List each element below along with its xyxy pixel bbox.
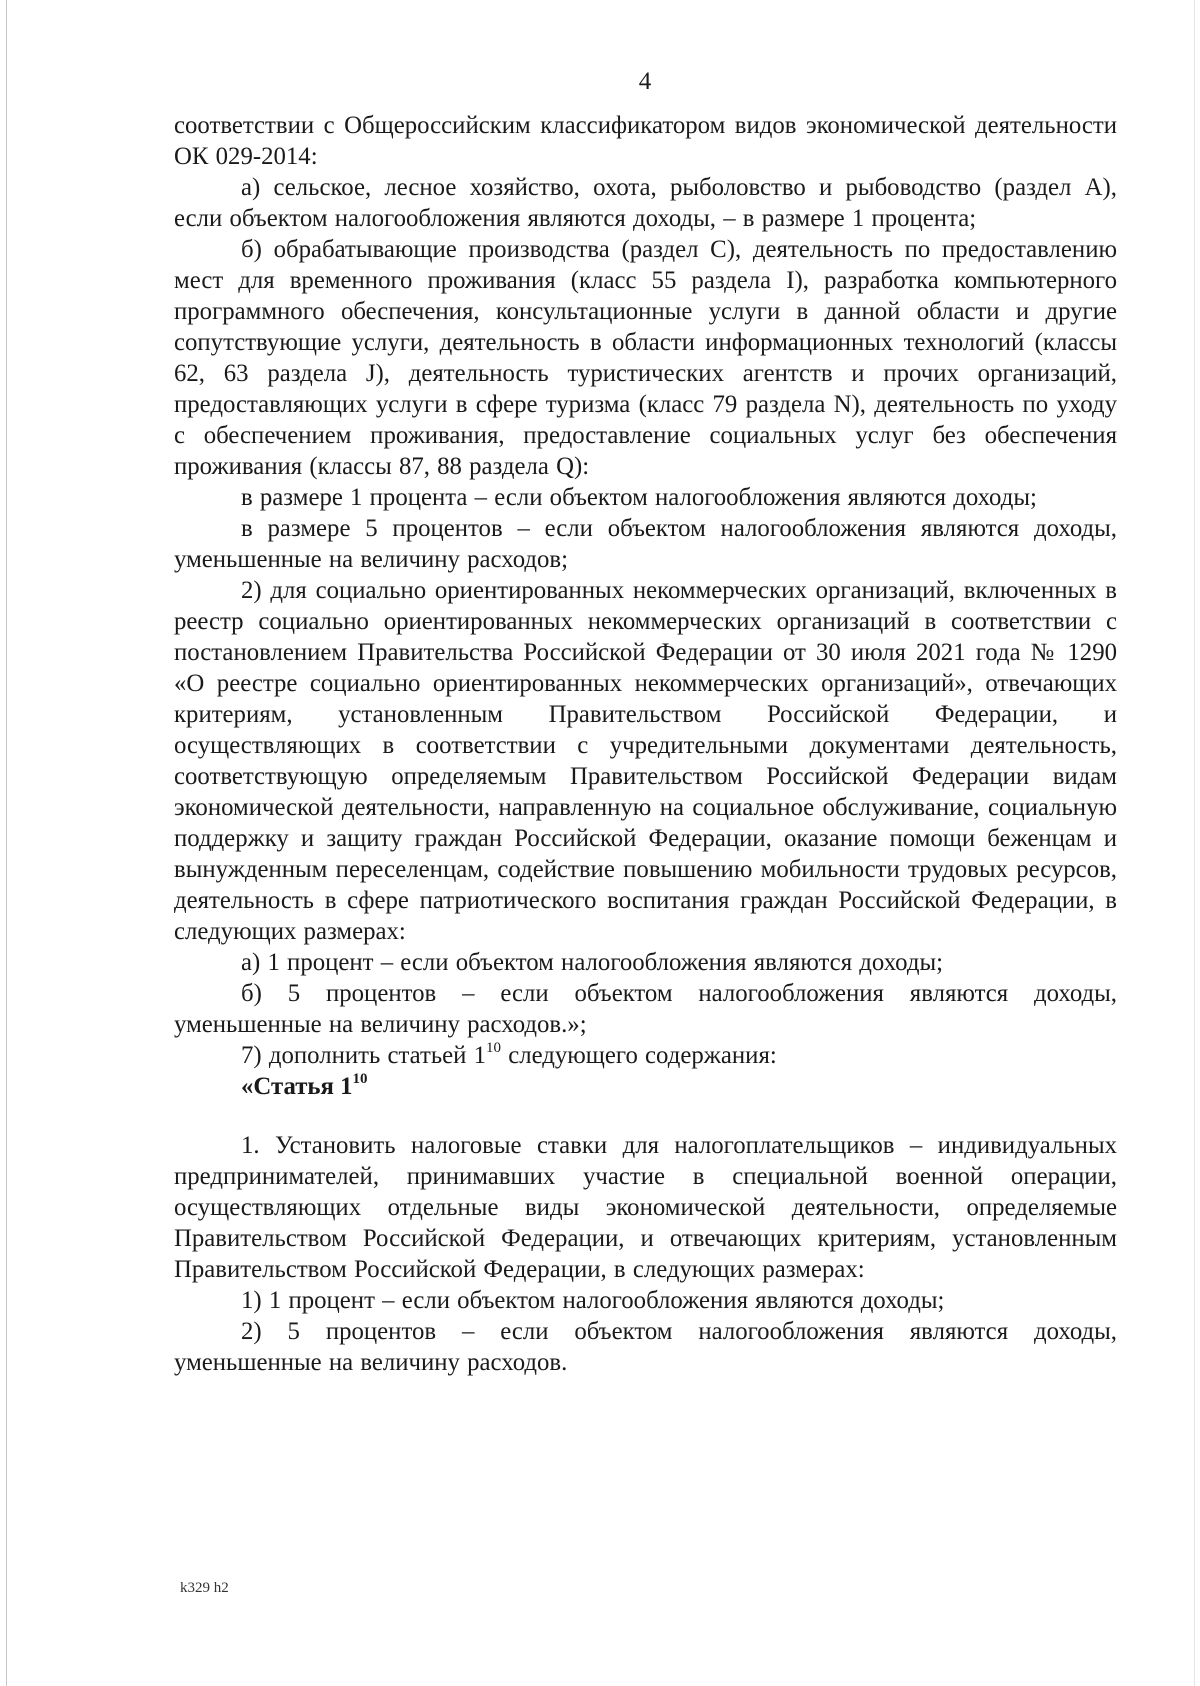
paragraph-article-point-1: 1. Установить налоговые ставки для налогоплательщиков – индивидуальных предпринимателей, принимавших участие в специальной военной операции, осуществляющих отдельные виды экономической деятельности, определяемые Правительством Российской Федерации, и отвечающих критериям, установленным Правительством Российской Федерации, в следующих размерах:: [174, 1132, 1117, 1283]
scan-right-edge: [1194, 0, 1195, 1686]
amendment-text-before: 7) дополнить статьей 1: [241, 1042, 486, 1069]
paragraph-item-a-agriculture: а) сельское, лесное хозяйство, охота, рыболовство и рыбоводство (раздел А), если объектом налогообложения являются доходы, – в размере 1 процента;: [174, 174, 1117, 232]
paragraph-rate-5-percent: в размере 5 процентов – если объектом налогообложения являются доходы, уменьшенные на величину расходов;: [174, 515, 1117, 573]
paragraph-article-rate-2: 2) 5 процентов – если объектом налогообложения являются доходы, уменьшенные на величину расходов.: [174, 1318, 1117, 1376]
amendment-text-after: следующего содержания:: [501, 1042, 777, 1069]
paragraph-item-7-amendment: [174, 1040, 1117, 1071]
paragraph-nonprofit-rate-a: а) 1 процент – если объектом налогообложения являются доходы;: [241, 949, 943, 976]
page-number: 4: [638, 68, 652, 95]
article-heading-text: «Статья 1: [241, 1073, 353, 1100]
document-body: [174, 110, 1117, 1378]
article-heading: [174, 1071, 1117, 1102]
scan-left-edge: [6, 0, 7, 1686]
paragraph-item-2-nonprofits: 2) для социально ориентированных некоммерческих организаций, включенных в реестр социально ориентированных некоммерческих организаций в соответствии с постановлением Правительства Российской Федерации от 30 июля 2021 года № 1290 «О реестре социально ориентированных некоммерческих организаций», отвечающих критериям, установленным Правительством Российской Федерации, и осуществляющих в соответствии с учредительными документами деятельность, соответствующую определяемым Правительством Российской Федерации видам экономической деятельности, направленную на социальное обслуживание, социальную поддержку и защиту граждан Российской Федерации, оказание помощи беженцам и вынужденным переселенцам, содействие повышению мобильности трудовых ресурсов, деятельность в сфере патриотического воспитания граждан Российской Федерации, в следующих размерах:: [174, 577, 1117, 945]
paragraph-article-rate-1: 1) 1 процент – если объектом налогообложения являются доходы;: [241, 1287, 945, 1314]
paragraph-item-b-manufacturing: б) обрабатывающие производства (раздел С), деятельность по предоставлению мест для временного проживания (класс 55 раздела I), разработка компьютерного программного обеспечения, консультационные услуги в данной области и другие сопутствующие услуги, деятельность в области информационных технологий (классы 62, 63 раздела J), деятельность туристических агентств и прочих организаций, предоставляющих услуги в сфере туризма (класс 79 раздела N), деятельность по уходу с обеспечением проживания, предоставление социальных услуг без обеспечения проживания (классы 87, 88 раздела Q):: [174, 236, 1117, 480]
paragraph-nonprofit-rate-b: б) 5 процентов – если объектом налогообложения являются доходы, уменьшенные на величину расходов.»;: [174, 980, 1117, 1038]
heading-spacer: [174, 1102, 1117, 1130]
amendment-superscript: 10: [486, 1039, 501, 1056]
paragraph-rate-1-percent: в размере 1 процента – если объектом налогообложения являются доходы;: [241, 484, 1037, 511]
paragraph-classifier-intro: соответствии с Общероссийским классификатором видов экономической деятельности ОК 029-2014:: [174, 112, 1117, 170]
document-footer-code: k329 h2: [180, 1580, 229, 1596]
article-heading-superscript: 10: [352, 1070, 368, 1087]
